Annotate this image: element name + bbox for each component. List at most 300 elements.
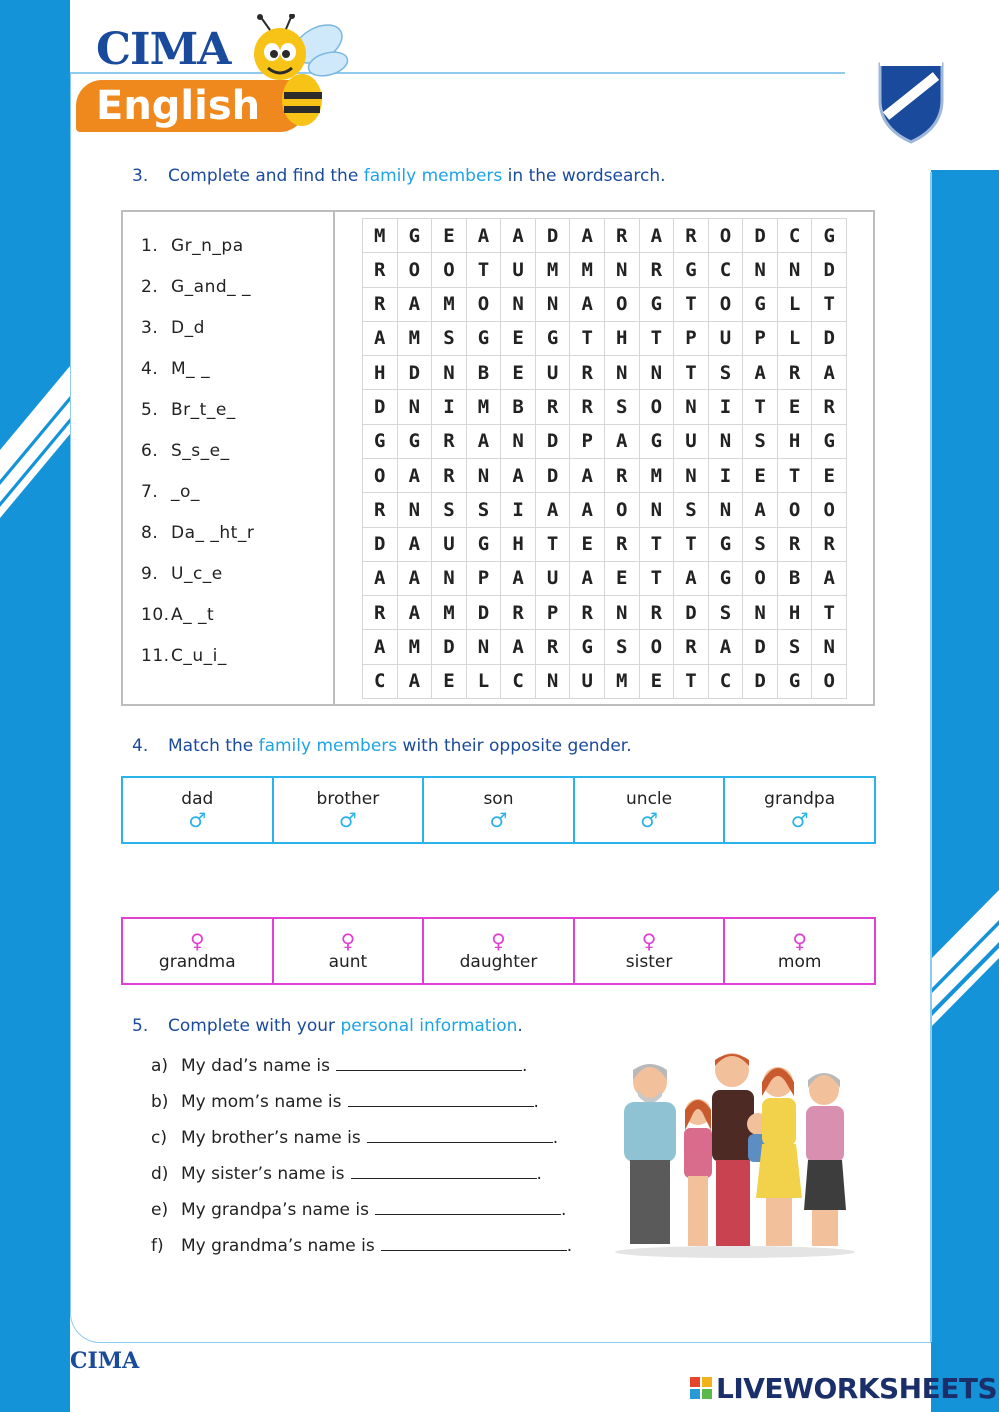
female-match-cell[interactable] (123, 919, 272, 983)
grid-cell[interactable]: A (467, 425, 502, 459)
grid-cell[interactable]: D (432, 630, 467, 664)
logo-cima-text: CIMA (96, 24, 231, 75)
grid-cell[interactable]: G (640, 425, 675, 459)
grid-cell[interactable]: T (674, 356, 709, 390)
grid-cell[interactable]: N (501, 288, 536, 322)
grid-cell[interactable]: M (363, 219, 398, 253)
grid-cell[interactable]: O (743, 562, 778, 596)
clue-text: Da_ _ht_r (171, 523, 255, 543)
female-symbol-icon: ♀ (189, 929, 205, 953)
grid-cell[interactable]: A (570, 562, 605, 596)
personal-info-text: My brother’s name is (181, 1128, 361, 1148)
grid-cell[interactable]: M (640, 459, 675, 493)
grid-cell[interactable]: A (363, 322, 398, 356)
wordsearch-grid[interactable] (362, 218, 847, 699)
grid-cell[interactable]: G (709, 528, 744, 562)
question-3-highlight: family members (363, 166, 503, 186)
male-match-cell[interactable] (123, 778, 272, 842)
grid-cell[interactable]: A (743, 356, 778, 390)
grid-cell[interactable]: G (363, 425, 398, 459)
grid-cell[interactable]: R (778, 528, 813, 562)
grid-cell[interactable]: P (674, 322, 709, 356)
grid-cell[interactable]: L (778, 322, 813, 356)
male-word: uncle (626, 789, 673, 809)
liveworksheets-icon (690, 1377, 712, 1399)
clue-number: 9. (141, 564, 159, 584)
left-stripes (0, 300, 75, 530)
grid-cell[interactable]: T (812, 288, 847, 322)
female-word: aunt (328, 952, 368, 972)
grid-cell[interactable]: M (605, 665, 640, 699)
question-4-highlight: family members (258, 736, 398, 756)
grid-cell[interactable]: B (778, 562, 813, 596)
grid-cell[interactable]: O (778, 493, 813, 527)
grid-cell[interactable]: N (778, 253, 813, 287)
grid-cell[interactable]: P (536, 596, 571, 630)
grid-cell[interactable]: A (398, 596, 433, 630)
grid-cell[interactable]: N (640, 356, 675, 390)
grid-cell[interactable]: S (709, 356, 744, 390)
grid-cell[interactable]: R (812, 390, 847, 424)
grid-cell[interactable]: R (363, 596, 398, 630)
grid-cell[interactable]: E (432, 219, 467, 253)
bee-mascot-icon (240, 14, 350, 130)
grid-cell[interactable]: N (467, 459, 502, 493)
logo-english-badge: English (76, 80, 306, 132)
grid-cell[interactable]: N (743, 596, 778, 630)
clue-item (141, 441, 230, 461)
grid-cell[interactable]: O (467, 288, 502, 322)
clue-number: 6. (141, 441, 159, 461)
grid-cell[interactable]: N (536, 665, 571, 699)
grid-cell[interactable]: G (743, 288, 778, 322)
male-match-cell[interactable] (573, 778, 724, 842)
grid-cell[interactable]: A (536, 493, 571, 527)
grid-cell[interactable]: H (363, 356, 398, 390)
personal-info-end-mark: . (552, 1128, 559, 1148)
grid-cell[interactable]: A (363, 630, 398, 664)
grid-cell[interactable]: R (570, 596, 605, 630)
grid-cell[interactable]: G (536, 322, 571, 356)
grid-cell[interactable]: L (467, 665, 502, 699)
clue-number: 7. (141, 482, 159, 502)
personal-info-letter: f) (151, 1236, 164, 1256)
grid-cell[interactable]: E (605, 562, 640, 596)
clue-item (141, 605, 214, 625)
clue-item (141, 400, 236, 420)
grid-cell[interactable]: U (709, 322, 744, 356)
grid-cell[interactable]: S (743, 425, 778, 459)
grid-cell[interactable]: H (605, 322, 640, 356)
grid-cell[interactable]: G (674, 253, 709, 287)
clue-text: M_ _ (171, 359, 211, 379)
male-match-cell[interactable] (723, 778, 874, 842)
grid-cell[interactable]: R (778, 356, 813, 390)
grid-cell[interactable]: L (778, 288, 813, 322)
female-symbol-icon: ♀ (340, 929, 356, 953)
grid-cell[interactable]: A (398, 562, 433, 596)
clue-item (141, 318, 205, 338)
grid-cell[interactable]: A (812, 356, 847, 390)
clue-item (141, 646, 227, 666)
grid-cell[interactable]: C (363, 665, 398, 699)
grid-cell[interactable]: U (570, 665, 605, 699)
grid-cell[interactable]: I (709, 459, 744, 493)
grid-cell[interactable]: T (674, 288, 709, 322)
right-stripes (930, 890, 999, 1060)
grid-cell[interactable]: O (640, 630, 675, 664)
grid-cell[interactable]: R (605, 219, 640, 253)
grid-cell[interactable]: N (674, 390, 709, 424)
grid-cell[interactable]: R (812, 528, 847, 562)
grid-cell[interactable]: A (501, 459, 536, 493)
grid-cell[interactable]: R (363, 288, 398, 322)
male-match-cell[interactable] (422, 778, 573, 842)
grid-cell[interactable]: M (536, 253, 571, 287)
male-word: dad (181, 789, 214, 809)
grid-cell[interactable]: E (778, 390, 813, 424)
grid-cell[interactable]: G (709, 562, 744, 596)
grid-cell[interactable]: A (501, 630, 536, 664)
clue-text: C_u_i_ (171, 646, 227, 666)
question-3-text-end: in the wordsearch. (502, 166, 666, 186)
grid-cell[interactable]: U (536, 356, 571, 390)
answer-blank[interactable] (351, 1164, 537, 1179)
female-match-cell[interactable] (272, 919, 423, 983)
grid-cell[interactable]: A (570, 288, 605, 322)
left-blue-band (0, 0, 70, 1412)
question-5-text-start: Complete with your (168, 1016, 341, 1036)
grid-cell[interactable]: E (743, 459, 778, 493)
grid-cell[interactable]: G (398, 425, 433, 459)
grid-cell[interactable]: R (674, 630, 709, 664)
grid-cell[interactable]: I (432, 390, 467, 424)
grid-cell[interactable]: N (605, 596, 640, 630)
grid-cell[interactable]: C (501, 665, 536, 699)
grid-cell[interactable]: O (605, 493, 640, 527)
grid-cell[interactable]: O (709, 288, 744, 322)
grid-cell[interactable]: R (432, 459, 467, 493)
grid-cell[interactable]: D (398, 356, 433, 390)
grid-cell[interactable]: U (536, 562, 571, 596)
grid-cell[interactable]: D (536, 459, 571, 493)
grid-cell[interactable]: N (640, 493, 675, 527)
answer-blank[interactable] (336, 1056, 522, 1071)
grid-cell[interactable]: A (467, 219, 502, 253)
grid-cell[interactable]: A (570, 493, 605, 527)
grid-cell[interactable]: G (467, 322, 502, 356)
clue-text: _o_ (171, 482, 200, 502)
question-4-text-start: Match the (168, 736, 259, 756)
grid-cell[interactable]: D (743, 665, 778, 699)
grid-cell[interactable]: D (536, 425, 571, 459)
grid-cell[interactable]: T (467, 253, 502, 287)
grid-cell[interactable]: A (812, 562, 847, 596)
clue-number: 2. (141, 277, 159, 297)
grid-cell[interactable]: R (536, 390, 571, 424)
grid-cell[interactable]: H (778, 596, 813, 630)
personal-info-end-mark: . (533, 1092, 539, 1112)
grid-cell[interactable]: E (640, 665, 675, 699)
question-5-text-end: . (517, 1016, 523, 1036)
grid-cell[interactable]: A (605, 425, 640, 459)
grid-cell[interactable]: S (432, 322, 467, 356)
clue-item (141, 236, 244, 256)
personal-info-text: My dad’s name is (181, 1056, 330, 1076)
grid-cell[interactable]: T (743, 390, 778, 424)
male-match-row (121, 776, 876, 844)
female-match-cell[interactable] (422, 919, 573, 983)
clue-text: Br_t_e_ (171, 400, 236, 420)
grid-cell[interactable]: N (398, 390, 433, 424)
clue-text: S_s_e_ (171, 441, 230, 461)
clue-number: 4. (141, 359, 159, 379)
grid-cell[interactable]: H (501, 528, 536, 562)
grid-cell[interactable]: E (812, 459, 847, 493)
female-symbol-icon: ♀ (641, 929, 657, 953)
grid-cell[interactable]: N (536, 288, 571, 322)
grid-cell[interactable]: I (501, 493, 536, 527)
grid-cell[interactable]: A (398, 528, 433, 562)
question-5-title (132, 1016, 523, 1036)
grid-cell[interactable]: T (778, 459, 813, 493)
grid-cell[interactable]: S (432, 493, 467, 527)
grid-cell[interactable]: I (709, 390, 744, 424)
grid-cell[interactable]: N (812, 630, 847, 664)
grid-cell[interactable]: T (570, 322, 605, 356)
grid-cell[interactable]: A (398, 665, 433, 699)
grid-cell[interactable]: D (812, 253, 847, 287)
grid-cell[interactable]: E (501, 356, 536, 390)
grid-cell[interactable]: U (674, 425, 709, 459)
grid-cell[interactable]: E (570, 528, 605, 562)
grid-cell[interactable]: N (605, 253, 640, 287)
clue-text: G_and_ _ (171, 277, 252, 297)
grid-cell[interactable]: E (432, 665, 467, 699)
grid-cell[interactable]: A (640, 219, 675, 253)
grid-cell[interactable]: R (674, 219, 709, 253)
clue-text: A_ _t (171, 605, 215, 625)
grid-cell[interactable]: D (363, 528, 398, 562)
male-word: grandpa (764, 789, 836, 809)
clue-number: 3. (141, 318, 159, 338)
male-word: brother (316, 789, 380, 809)
grid-cell[interactable]: C (709, 253, 744, 287)
grid-cell[interactable]: M (570, 253, 605, 287)
clue-number: 1. (141, 236, 159, 256)
grid-cell[interactable]: D (467, 596, 502, 630)
grid-cell[interactable]: N (605, 356, 640, 390)
question-3-text-start: Complete and find the (168, 166, 364, 186)
grid-cell[interactable]: O (605, 288, 640, 322)
grid-cell[interactable]: B (467, 356, 502, 390)
grid-cell[interactable]: N (674, 459, 709, 493)
grid-cell[interactable]: G (398, 219, 433, 253)
grid-cell[interactable]: A (398, 459, 433, 493)
male-symbol-icon: ♂ (338, 808, 357, 832)
grid-cell[interactable]: T (640, 322, 675, 356)
grid-cell[interactable]: M (432, 596, 467, 630)
personal-info-text: My sister’s name is (181, 1164, 345, 1184)
grid-cell[interactable]: T (640, 562, 675, 596)
grid-cell[interactable]: S (743, 528, 778, 562)
personal-info-letter: c) (151, 1128, 167, 1148)
personal-info-item (151, 1164, 542, 1184)
female-word: daughter (459, 952, 538, 972)
clue-item (141, 523, 254, 543)
grid-cell[interactable]: N (743, 253, 778, 287)
answer-blank[interactable] (367, 1128, 553, 1143)
personal-info-item (151, 1056, 527, 1076)
grid-cell[interactable]: R (570, 390, 605, 424)
grid-cell[interactable]: G (570, 630, 605, 664)
personal-info-text: My grandma’s name is (181, 1236, 375, 1256)
personal-info-item (151, 1092, 539, 1112)
female-word: grandma (158, 952, 236, 972)
footer-cima-logo: CIMA (70, 1348, 140, 1374)
grid-cell[interactable]: R (605, 459, 640, 493)
family-illustration (600, 1040, 870, 1262)
grid-cell[interactable]: G (640, 288, 675, 322)
grid-cell[interactable]: R (363, 253, 398, 287)
grid-cell[interactable]: O (812, 665, 847, 699)
grid-cell[interactable]: S (605, 390, 640, 424)
personal-info-letter: e) (151, 1200, 169, 1220)
female-symbol-icon: ♀ (491, 929, 506, 953)
grid-cell[interactable]: G (812, 425, 847, 459)
grid-cell[interactable]: R (605, 528, 640, 562)
grid-cell[interactable]: U (432, 528, 467, 562)
grid-cell[interactable]: A (570, 219, 605, 253)
grid-cell[interactable]: S (778, 630, 813, 664)
grid-cell[interactable]: M (398, 630, 433, 664)
grid-cell[interactable]: R (536, 630, 571, 664)
grid-cell[interactable]: A (743, 493, 778, 527)
grid-cell[interactable]: T (812, 596, 847, 630)
grid-cell[interactable]: O (432, 253, 467, 287)
clue-item (141, 564, 223, 584)
grid-cell[interactable]: P (570, 425, 605, 459)
answer-blank[interactable] (375, 1200, 561, 1215)
male-match-cell[interactable] (272, 778, 423, 842)
female-match-cell[interactable] (573, 919, 724, 983)
grid-cell[interactable]: M (467, 390, 502, 424)
liveworksheets-brand (690, 1370, 997, 1406)
grid-cell[interactable]: A (674, 562, 709, 596)
grid-cell[interactable]: A (501, 562, 536, 596)
grid-cell[interactable]: S (674, 493, 709, 527)
school-shield-icon (876, 56, 946, 144)
question-5-number: 5. (132, 1016, 149, 1036)
grid-cell[interactable]: H (778, 425, 813, 459)
grid-cell[interactable]: O (398, 253, 433, 287)
male-symbol-icon: ♂ (790, 808, 809, 832)
grid-cell[interactable]: T (536, 528, 571, 562)
grid-cell[interactable]: R (363, 493, 398, 527)
answer-blank[interactable] (381, 1236, 567, 1251)
grid-cell[interactable]: B (501, 390, 536, 424)
grid-cell[interactable]: S (709, 596, 744, 630)
grid-cell[interactable]: D (743, 630, 778, 664)
grid-cell[interactable]: N (432, 562, 467, 596)
grid-cell[interactable]: N (501, 425, 536, 459)
grid-cell[interactable]: A (501, 219, 536, 253)
question-4-title (132, 736, 632, 756)
right-blue-band (931, 170, 999, 1412)
grid-cell[interactable]: G (812, 219, 847, 253)
grid-cell[interactable]: R (640, 596, 675, 630)
grid-cell[interactable]: O (640, 390, 675, 424)
grid-cell[interactable]: N (709, 425, 744, 459)
grid-cell[interactable]: G (467, 528, 502, 562)
male-symbol-icon: ♂ (188, 808, 207, 832)
grid-cell[interactable]: N (467, 630, 502, 664)
male-word: son (483, 789, 514, 809)
grid-cell[interactable]: S (605, 630, 640, 664)
grid-cell[interactable]: A (570, 459, 605, 493)
clue-text: U_c_e (171, 564, 223, 584)
grid-cell[interactable]: G (778, 665, 813, 699)
grid-cell[interactable]: P (467, 562, 502, 596)
grid-cell[interactable]: D (674, 596, 709, 630)
grid-cell[interactable]: C (778, 219, 813, 253)
grid-cell[interactable]: S (467, 493, 502, 527)
grid-cell[interactable]: D (363, 390, 398, 424)
personal-info-end-mark: . (560, 1200, 567, 1220)
question-3-number: 3. (132, 166, 149, 186)
clue-item (141, 359, 210, 379)
grid-cell[interactable]: T (674, 665, 709, 699)
female-word: sister (625, 952, 673, 972)
grid-cell[interactable]: R (432, 425, 467, 459)
grid-cell[interactable]: R (570, 356, 605, 390)
grid-cell[interactable]: C (709, 665, 744, 699)
grid-cell[interactable]: D (812, 322, 847, 356)
clue-number: 5. (141, 400, 159, 420)
grid-cell[interactable]: N (709, 493, 744, 527)
grid-cell[interactable]: O (363, 459, 398, 493)
grid-cell[interactable]: P (743, 322, 778, 356)
grid-cell[interactable]: R (501, 596, 536, 630)
personal-info-letter: b) (151, 1092, 169, 1112)
clue-number: 10. (141, 605, 170, 625)
grid-cell[interactable]: N (398, 493, 433, 527)
male-symbol-icon: ♂ (640, 808, 659, 832)
grid-cell[interactable]: O (709, 219, 744, 253)
grid-cell[interactable]: E (501, 322, 536, 356)
answer-blank[interactable] (348, 1092, 534, 1107)
grid-cell[interactable]: M (398, 322, 433, 356)
grid-cell[interactable]: D (536, 219, 571, 253)
grid-cell[interactable]: N (432, 356, 467, 390)
grid-cell[interactable]: A (398, 288, 433, 322)
grid-cell[interactable]: T (640, 528, 675, 562)
female-symbol-icon: ♀ (792, 929, 807, 953)
grid-cell[interactable]: A (363, 562, 398, 596)
question-5-highlight: personal information (340, 1016, 518, 1036)
grid-cell[interactable]: R (640, 253, 675, 287)
grid-cell[interactable]: T (674, 528, 709, 562)
grid-cell[interactable]: U (501, 253, 536, 287)
female-match-cell[interactable] (723, 919, 874, 983)
personal-info-item (151, 1236, 572, 1256)
grid-cell[interactable]: D (743, 219, 778, 253)
grid-cell[interactable]: A (709, 630, 744, 664)
grid-cell[interactable]: M (432, 288, 467, 322)
question-3-title (132, 166, 666, 186)
grid-cell[interactable]: O (812, 493, 847, 527)
personal-info-item (151, 1200, 566, 1220)
